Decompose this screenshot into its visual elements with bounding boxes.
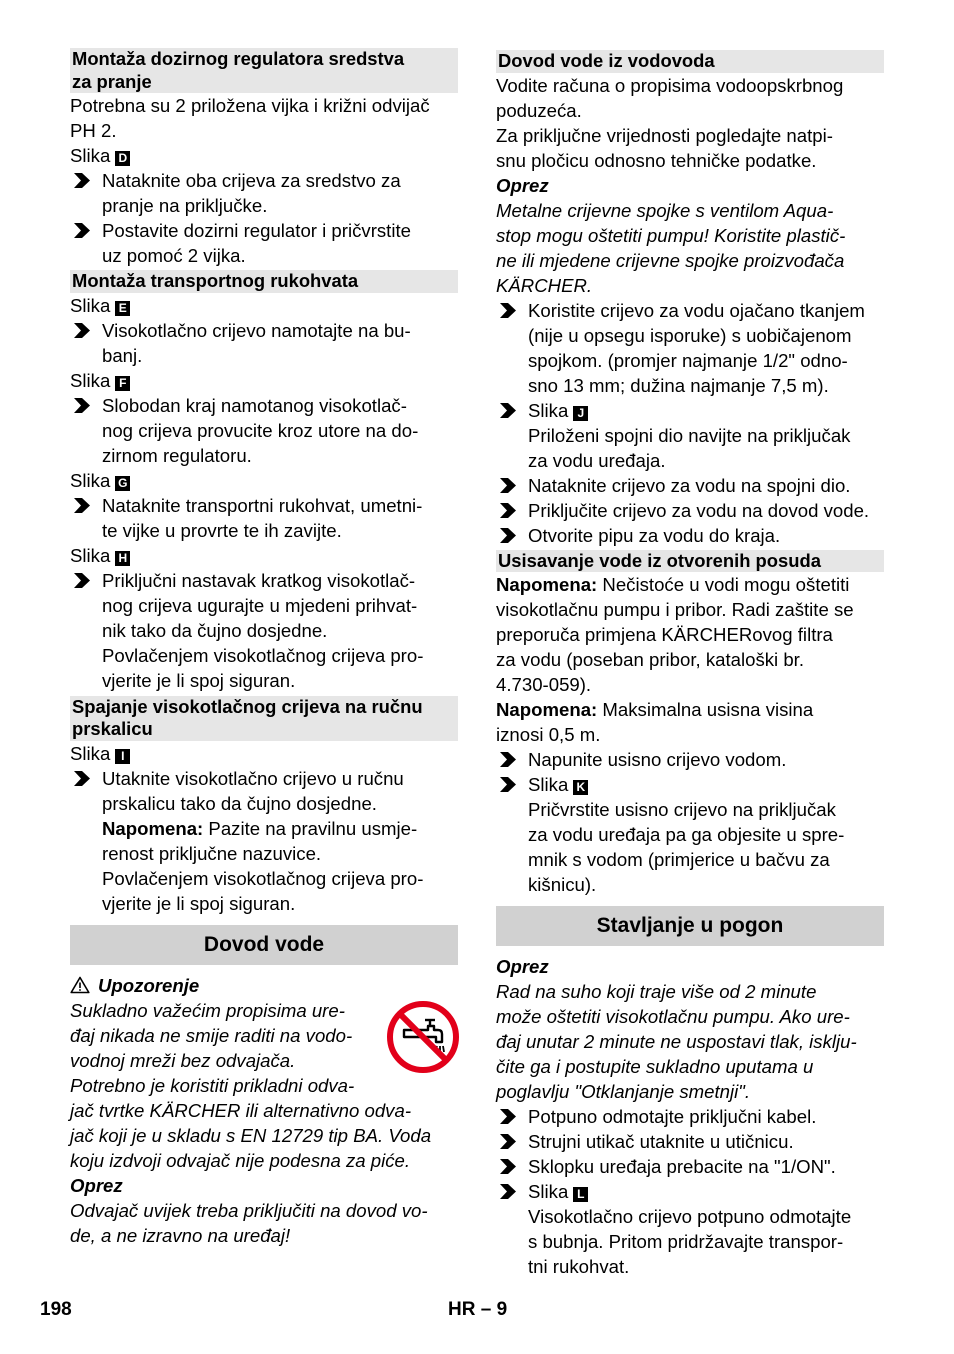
- arrow-right-icon: [73, 172, 91, 189]
- figure-letter-icon: G: [115, 476, 130, 491]
- step-item: Slika L Visokotlačno crijevo potpuno odmotajte s bubnja. Pritom pridržavajte transpor- tni rukohvat.: [496, 1179, 884, 1279]
- caution-label: Oprez: [496, 956, 549, 977]
- arrow-right-icon: [499, 1183, 517, 1200]
- heading-connect-hose: Spajanje visokotlačnog crijeva na ručnu prskalicu: [70, 696, 458, 741]
- figure-ref-d: Slika D: [70, 143, 458, 168]
- warning-triangle-icon: [70, 976, 90, 994]
- figure-letter-icon: D: [115, 151, 130, 166]
- arrow-right-icon: [499, 502, 517, 519]
- arrow-right-icon: [73, 497, 91, 514]
- arrow-right-icon: [73, 397, 91, 414]
- caution-text: Odvajač uvijek treba priključiti na dovod vo- de, a ne izravno na uređaj!: [70, 1199, 428, 1246]
- warning-heading: Upozorenje: [70, 973, 458, 998]
- arrow-right-icon: [499, 1133, 517, 1150]
- caution-label: Oprez: [70, 1174, 123, 1196]
- step-item: Potpuno odmotajte priključni kabel.: [496, 1104, 884, 1129]
- figure-letter-icon: K: [573, 780, 588, 795]
- figure-ref-i: Slika I: [70, 741, 458, 766]
- step-item: Priključite crijevo za vodu na dovod vode.: [496, 498, 884, 523]
- arrow-right-icon: [499, 1158, 517, 1175]
- figure-letter-icon: F: [115, 376, 130, 391]
- section-heading-water-supply: Dovod vode: [70, 925, 458, 965]
- step-item: Slika J Priloženi spojni dio navijte na priključak za vodu uređaja.: [496, 398, 884, 473]
- arrow-right-icon: [73, 572, 91, 589]
- arrow-right-icon: [499, 402, 517, 419]
- dosing-intro: Potrebna su 2 priložena vijka i križni odvijač: [70, 95, 430, 116]
- step-item: Nataknite oba crijeva za sredstvo za pranje na priključke.: [70, 168, 458, 218]
- warning-text: Sukladno važećim propisima ure- đaj nikada ne smije raditi na vodo- vodnoj mreži bez odvajača. Potrebno je koristiti prikladni odva- jač tvrtke KÄRCHER ili alternativno odva- jač koji je u skladu s EN 12729 tip BA. Voda koju izdvoji odvajač nije podesna za piće.: [70, 999, 432, 1171]
- step-item: Strujni utikač utaknite u utičnicu.: [496, 1129, 884, 1154]
- caution-text: Rad na suho koji traje više od 2 minute može oštetiti visokotlačnu pumpu. Ako ure- đaj unutar 2 minute ne uspostavi tlak, isklju- čite ga i postupite sukladno uputama u poglavlju "Otklanjanje smetnji".: [496, 981, 857, 1102]
- step-item: Sklopku uređaja prebacite na "1/ON".: [496, 1154, 884, 1179]
- step-item: Koristite crijevo za vodu ojačano tkanjem (nije u opsegu isporuke) s uobičajenom spojkom. (promjer najmanje 1/2" odno- sno 13 mm; dužina najmanje 7,5 m).: [496, 298, 884, 398]
- heading-mains-water: Dovod vode iz vodovoda: [496, 50, 884, 73]
- step-item: Otvorite pipu za vodu do kraja.: [496, 523, 884, 548]
- figure-letter-icon: J: [573, 406, 588, 421]
- left-column: Montaža dozirnog regulatora sredstva za pranje Potrebna su 2 priložena vijka i križni odvijač PH 2. Slika D Nataknite oba crijeva za sredstvo za pranje na priključke. Postavite dozirni regulator i pričvrstite uz pomoć 2 vijka. Montaža transportnog rukohvata Slika E Visokotlačno crijevo namotajte na bu- banj. Slika F Slobodan kraj namotanog visokotlač- nog crijeva provucite kroz utore na do- zirnom regulatoru. Slika G Nataknite transportni rukohvat, umetni- te vijke u provrte te ih zavijte. Slika H Priključni nastavak kratkog visokotlač- nog crijeva ugurajte u mjedeni prihvat- nik tako da čujno dosjedne. Povlačenjem visokotlačnog crijeva pro- vjerite je li spoj siguran. Spajanje visokotlačnog crijeva na ručnu prskalicu Slika I Utaknite visokotlačno crijevo u ručnu prskalicu tako da čujno dosjedne. Napomena: Pazite na pravilnu usmje- renost priključne nazuvice. Povlačenjem visokotlačnog crijeva pro- vjerite je li spoj siguran. Dovod vode Upozorenje Sukladno važećim propisima ure- đaj nikada ne smije raditi na vodo- vodnoj mreži bez odvajača. Potrebno je koristiti prikladni odva- jač tvrtke KÄRCHER ili alternativno odva- jač koji je u skladu s EN 12729 tip BA. Voda koju izdvoji odvajač nije podesna za piće. Oprez Odvajač uvijek treba priključiti na dovod vo- de, a ne izravno na uređaj!: [70, 48, 458, 1248]
- heading-transport-handle: Montaža transportnog rukohvata: [70, 270, 458, 293]
- figure-letter-icon: H: [115, 551, 130, 566]
- step-item: Visokotlačno crijevo namotajte na bu- banj.: [70, 318, 458, 368]
- arrow-right-icon: [73, 222, 91, 239]
- step-item: Priključni nastavak kratkog visokotlač- nog crijeva ugurajte u mjedeni prihvat- nik tako da čujno dosjedne. Povlačenjem visokotlačnog crijeva pro- vjerite je li spoj siguran.: [70, 568, 458, 693]
- section-page-label: HR – 9: [448, 1299, 508, 1320]
- arrow-right-icon: [499, 751, 517, 768]
- right-column: Dovod vode iz vodovoda Vodite računa o propisima vodoopskrbnog poduzeća. Za priključne vrijednosti pogledajte natpi- snu pločicu odnosno tehničke podatke. Oprez Metalne crijevne spojke s ventilom Aqua- stop mogu oštetiti pumpu! Koristite plastič- ne ili mjedene crijevne spojke proizvođača KÄRCHER. Koristite crijevo za vodu ojačano tkanjem (nije u opsegu isporuke) s uobičajenom spojkom. (promjer najmanje 1/2" odno- sno 13 mm; dužina najmanje 7,5 m). Slika J Priloženi spojni dio navijte na priključak za vodu uređaja. Nataknite crijevo za vodu na spojni dio. Priključite crijevo za vodu na dovod vode. Otvorite pipu za vodu do kraja. Usisavanje vode iz otvorenih posuda Napomena: Nečistoće u vodi mogu oštetiti visokotlačnu pumpu i pribor. Radi zaštite se preporuča primjena KÄRCHERovog filtra za vodu (poseban pribor, kataloški br. 4.730-059). Napomena: Maksimalna usisna visina iznosi 0,5 m. Napunite usisno crijevo vodom. Slika K Pričvrstite usisno crijevo na priključak za vodu uređaja pa ga objesite u spre- mnik s vodom (primjerice u bačvu za kišnicu). Stavljanje u pogon Oprez Rad na suho koji traje više od 2 minute može oštetiti visokotlačnu pumpu. Ako ure- đaj unutar 2 minute ne uspostavi tlak, isklju- čite ga i postupite sukladno uputama u poglavlju "Otklanjanje smetnji". Potpuno odmotajte priključni kabel. Strujni utikač utaknite u utičnicu. Sklopku uređaja prebacite na "1/ON". Slika L Visokotlačno crijevo potpuno odmotajte s bubnja. Pritom pridržavajte transpor- tni rukohvat.: [496, 48, 884, 1279]
- arrow-right-icon: [499, 302, 517, 319]
- arrow-right-icon: [499, 477, 517, 494]
- arrow-right-icon: [73, 770, 91, 787]
- figure-letter-icon: L: [573, 1187, 588, 1202]
- caution-label: Oprez: [496, 174, 549, 196]
- heading-suction: Usisavanje vode iz otvorenih posuda: [496, 550, 884, 573]
- arrow-right-icon: [499, 1108, 517, 1125]
- figure-letter-icon: I: [115, 749, 130, 764]
- arrow-right-icon: [499, 776, 517, 793]
- step-item: Nataknite crijevo za vodu na spojni dio.: [496, 473, 884, 498]
- step-item: Postavite dozirni regulator i pričvrstite uz pomoć 2 vijka.: [70, 218, 458, 268]
- figure-letter-icon: E: [115, 301, 130, 316]
- heading-dosing-regulator: Montaža dozirnog regulatora sredstva za pranje: [70, 48, 458, 93]
- figure-ref-e: Slika E: [70, 293, 458, 318]
- step-item: Napunite usisno crijevo vodom.: [496, 747, 884, 772]
- no-tap-water-prohibition-icon: [386, 1000, 460, 1074]
- step-item: Slika K Pričvrstite usisno crijevo na priključak za vodu uređaja pa ga objesite u spre- mnik s vodom (primjerice u bačvu za kišnicu).: [496, 772, 884, 897]
- figure-ref-f: Slika F: [70, 368, 458, 393]
- arrow-right-icon: [73, 322, 91, 339]
- section-heading-startup: Stavljanje u pogon: [496, 906, 884, 946]
- step-item: Utaknite visokotlačno crijevo u ručnu prskalicu tako da čujno dosjedne. Napomena: Pazite na pravilnu usmje- renost priključne nazuvice. Povlačenjem visokotlačnog crijeva pro- vjerite je li spoj siguran.: [70, 766, 458, 916]
- step-item: Slobodan kraj namotanog visokotlač- nog crijeva provucite kroz utore na do- zirnom regulatoru.: [70, 393, 458, 468]
- figure-ref-g: Slika G: [70, 468, 458, 493]
- page-number: 198: [40, 1299, 72, 1320]
- caution-text: Metalne crijevne spojke s ventilom Aqua- stop mogu oštetiti pumpu! Koristite plastič- ne ili mjedene crijevne spojke proizvođača KÄRCHER.: [496, 199, 846, 296]
- arrow-right-icon: [499, 527, 517, 544]
- figure-ref-h: Slika H: [70, 543, 458, 568]
- step-item: Nataknite transportni rukohvat, umetni- te vijke u provrte te ih zavijte.: [70, 493, 458, 543]
